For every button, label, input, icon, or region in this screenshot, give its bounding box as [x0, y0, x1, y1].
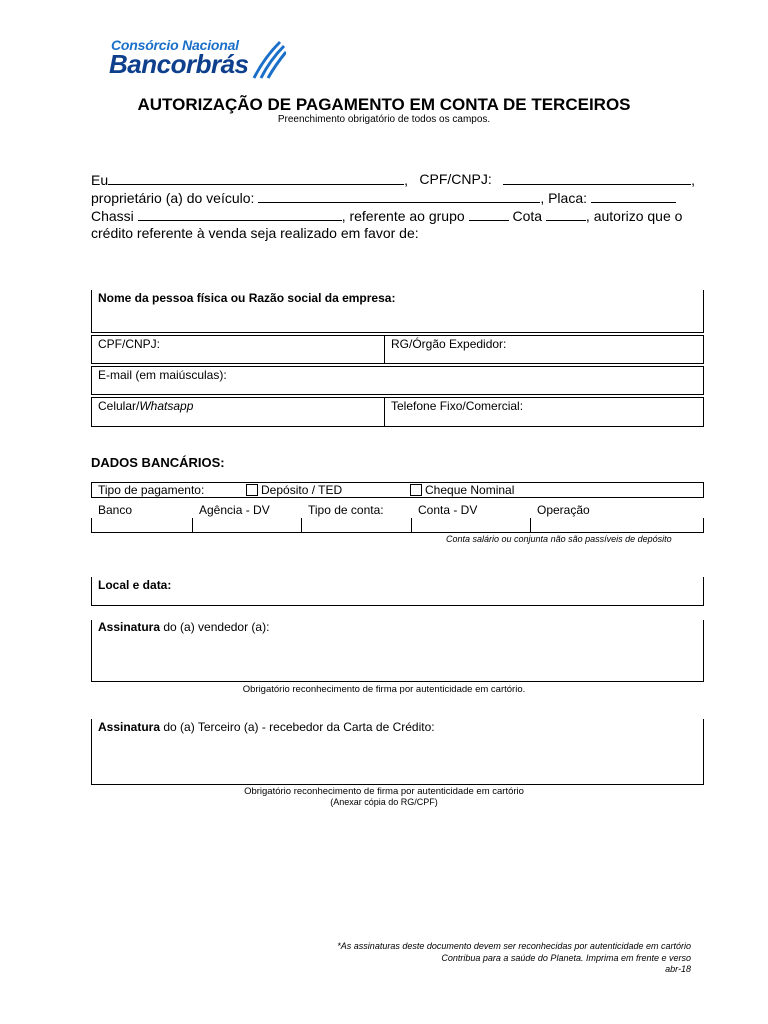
bank-section-title: DADOS BANCÁRIOS:	[91, 455, 225, 470]
rg-field-label: RG/Órgão Expedidor:	[391, 337, 507, 351]
bank-columns-row	[91, 500, 704, 533]
plate-blank[interactable]	[591, 189, 676, 203]
deposit-checkbox[interactable]	[246, 484, 258, 496]
text-referente: , referente ao grupo	[341, 208, 465, 224]
document-subtitle: Preenchimento obrigatório de todos os campos.	[277, 114, 491, 125]
third-party-signature-box[interactable]	[91, 719, 704, 785]
bank-col-divider-2	[301, 518, 302, 533]
bank-column-operacao: Operação	[537, 503, 590, 517]
footer-planet-note: Contribua para a saúde do Planeta. Imprima em frente e verso	[441, 953, 691, 963]
payment-type-row	[91, 482, 704, 498]
phone-divider	[384, 398, 385, 427]
cellphone-field-label: Celular/Whatsapp	[98, 399, 194, 413]
deposit-option[interactable]: Depósito / TED	[246, 483, 342, 497]
name-field-box[interactable]	[91, 290, 704, 333]
seller-signature-label: Assinatura do (a) vendedor (a):	[98, 620, 270, 634]
text-eu: Eu	[91, 172, 109, 188]
name-blank[interactable]	[108, 171, 404, 185]
group-blank[interactable]	[469, 207, 509, 221]
cheque-checkbox[interactable]	[410, 484, 422, 496]
text-placa: , Placa:	[540, 190, 588, 206]
text-proprietario: proprietário (a) do veículo:	[91, 190, 255, 206]
payment-type-label: Tipo de pagamento:	[98, 483, 205, 497]
vehicle-blank[interactable]	[258, 189, 540, 203]
logo-subtitle: Consórcio Nacional	[111, 37, 239, 53]
quota-blank[interactable]	[546, 207, 586, 221]
email-field-label: E-mail (em maiúsculas):	[98, 368, 227, 382]
third-party-attach-note: (Anexar cópia do RG/CPF)	[330, 797, 438, 807]
text-autorizo: , autorizo que o	[585, 208, 683, 224]
bank-column-tipo-conta: Tipo de conta:	[308, 503, 384, 517]
bank-column-agencia: Agência - DV	[199, 503, 270, 517]
email-field-box[interactable]	[91, 366, 704, 395]
seller-signature-box[interactable]	[91, 620, 704, 682]
phone-row	[91, 397, 704, 427]
bank-col-divider-0	[91, 518, 92, 533]
paragraph-line-2	[91, 189, 695, 207]
bank-col-divider-1	[192, 518, 193, 533]
cpf-rg-row	[91, 335, 704, 364]
cpf-blank[interactable]	[503, 171, 691, 185]
bank-col-divider-3	[411, 518, 412, 533]
bank-column-conta: Conta - DV	[418, 503, 478, 517]
place-date-box[interactable]	[91, 577, 704, 606]
text-cpf: CPF/CNPJ:	[419, 171, 492, 187]
document-title: AUTORIZAÇÃO DE PAGAMENTO EM CONTA DE TERCEIROS	[137, 95, 631, 114]
text-cota: Cota	[512, 208, 543, 224]
paragraph-line-4	[91, 225, 695, 242]
paragraph-line-1: Eu , CPF/CNPJ: ,	[91, 171, 695, 188]
third-party-signature-note: Obrigatório reconhecimento de firma por autenticidade em cartório	[244, 786, 524, 797]
landline-field-label: Telefone Fixo/Comercial:	[391, 399, 524, 413]
bank-note: Conta salário ou conjunta não são passíveis de depósito	[446, 534, 672, 544]
footer-version: abr-18	[665, 964, 691, 974]
cheque-option[interactable]: Cheque Nominal	[410, 483, 514, 497]
cpf-rg-divider	[384, 336, 385, 364]
seller-signature-note: Obrigatório reconhecimento de firma por autenticidade em cartório.	[242, 684, 526, 695]
logo-title: Bancorbrás	[109, 49, 249, 79]
paragraph-line-3	[91, 207, 695, 225]
footer-signature-note: *As assinaturas deste documento devem ser reconhecidas por autenticidade em cartório	[337, 941, 691, 951]
bank-col-divider-4	[530, 518, 531, 533]
name-field-label: Nome da pessoa física ou Razão social da empresa:	[98, 291, 396, 305]
third-party-signature-label: Assinatura do (a) Terceiro (a) - recebedor da Carta de Crédito:	[98, 720, 435, 734]
place-date-label: Local e data:	[98, 578, 172, 592]
text-credito: crédito referente à venda seja realizado em favor de:	[91, 225, 419, 241]
logo-swoosh-icon	[250, 40, 286, 80]
chassis-blank[interactable]	[138, 207, 342, 221]
bank-col-divider-5	[703, 518, 704, 533]
authorization-paragraph	[91, 171, 695, 242]
text-chassi: Chassi	[91, 208, 134, 224]
cpf-field-label: CPF/CNPJ:	[98, 337, 161, 351]
bank-column-banco: Banco	[98, 503, 133, 517]
